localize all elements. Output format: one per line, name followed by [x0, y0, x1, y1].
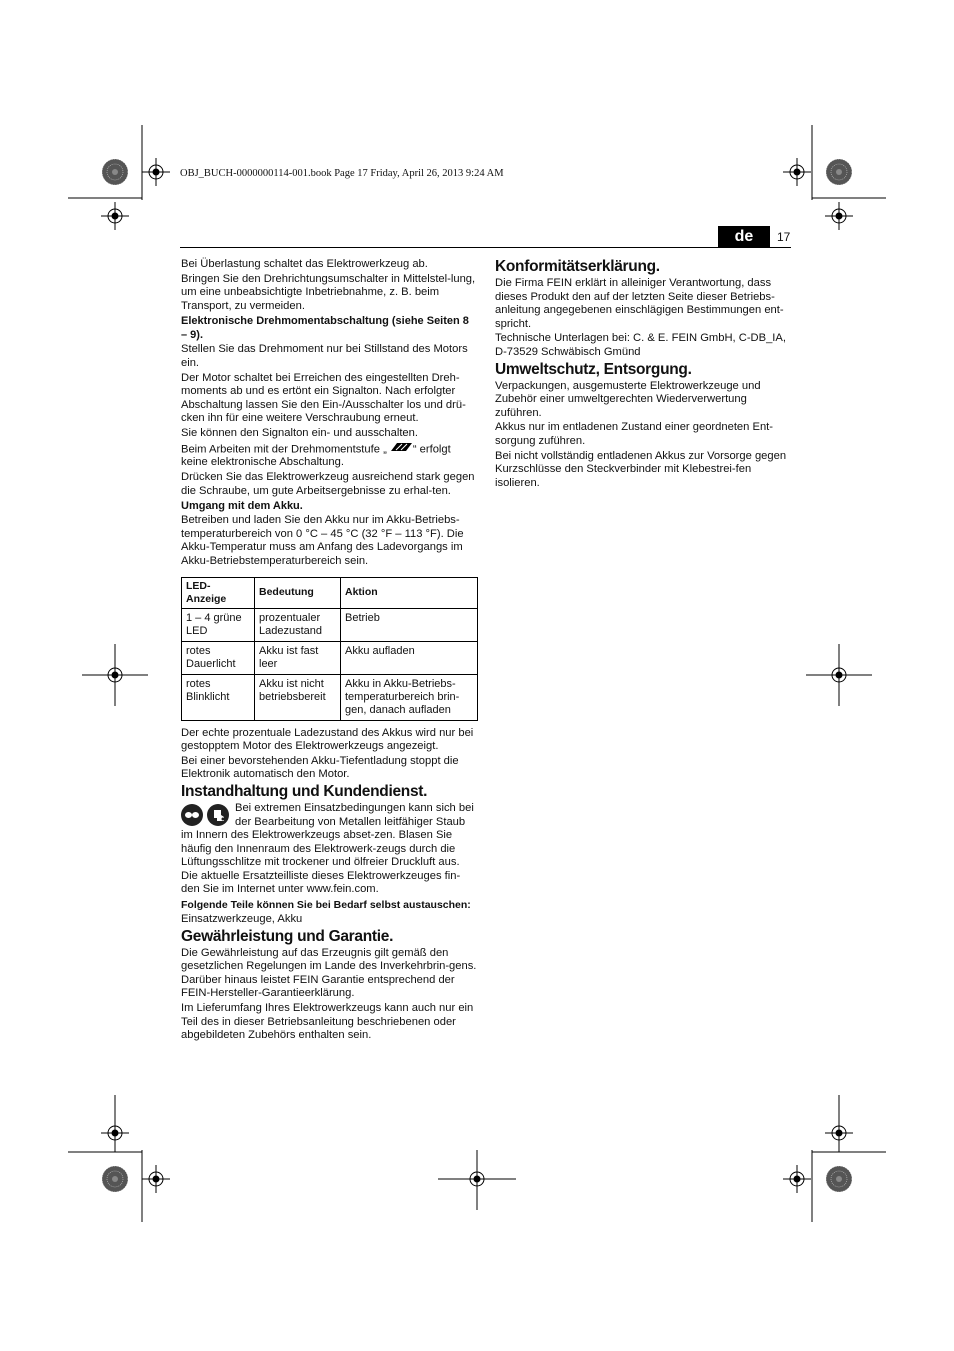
section-heading: Gewährleistung und Garantie. — [181, 927, 394, 945]
table-row — [182, 608, 478, 641]
paragraph: Drücken Sie das Elektrowerkzeug ausreichend stark gegen die Schraube, um gute Arbeitsergebnisse zu erhal-ten. — [181, 470, 475, 497]
section-heading: Konformitätserklärung. — [495, 258, 660, 275]
paragraph: Bei nicht vollständig entladenen Akkus zur Vorsorge gegen Kurzschlüsse den Steckverbinder mit Klebestrei-fen isolieren. — [495, 449, 787, 489]
subheading: Folgende Teile können Sie bei Bedarf selbst austauschen: — [181, 899, 471, 912]
paragraph: Bringen Sie den Drehrichtungsumschalter in Mittelstel-lung, um eine unbeabsichtigte Inbetriebnahme, z. B. beim Transport, zu vermeiden. — [181, 272, 476, 312]
table-cell: rotes Dauerlicht — [182, 641, 255, 674]
table-row — [182, 674, 478, 720]
paragraph: Bei extremen Einsatzbedingungen kann sich bei der Bearbeitung von Metallen leitfähiger Staub im Innern des Elektrowerkzeugs abset-zen. Blasen Sie häufig den Innenraum des Elektrowerk-zeugs durch die Lüftungsschlitze mit trockener und ölfreier Druckluft aus. — [181, 801, 474, 869]
table-cell: Akku ist fast leer — [255, 641, 341, 674]
page-number: 17 — [777, 230, 791, 244]
table-cell: Akku aufladen — [341, 641, 478, 674]
table-header: LED-Anzeige — [182, 577, 255, 608]
color-calibration-wheel-icon — [102, 1166, 128, 1192]
paragraph: Im Lieferumfang Ihres Elektrowerkzeugs kann auch nur ein Teil des in dieser Betriebsanleitung beschriebenen oder abgebildeten Zubehörs enthalten sein. — [181, 1002, 474, 1042]
paragraph: Verpackungen, ausgemusterte Elektrowerkzeuge und Zubehör einer umweltgerechten Wiederverwertung zuführen. — [495, 379, 761, 419]
paragraph: Einsatzwerkzeuge, Akku — [181, 913, 303, 926]
eye-protection-icon — [181, 804, 203, 826]
dust-mask-icon — [207, 804, 229, 826]
section-heading: Instandhaltung und Kundendienst. — [181, 782, 428, 800]
paragraph: Betreiben und laden Sie den Akku nur im Akku-Betriebs-temperaturbereich von 0 °C – 45 °C (32 °F – 113 °F). Die Akku-Temperatur muss am Anfang des Ladevorgangs im Akku-Betriebstemperaturbereich sein. — [181, 514, 464, 567]
paragraph — [181, 442, 478, 470]
table-cell: Akku in Akku-Betriebs-temperaturbereich brin-gen, danach aufladen — [341, 674, 478, 720]
led-table — [181, 577, 478, 721]
table-cell: prozentualer Ladezustand — [255, 608, 341, 641]
paragraph: Die aktuelle Ersatzteilliste dieses Elektrowerkzeuges fin-den Sie im Internet unter www.fein.com. — [181, 869, 461, 896]
registration-mark-icon — [783, 158, 811, 186]
table-header: Aktion — [341, 577, 478, 608]
table-row — [182, 641, 478, 674]
file-info-line: OBJ_BUCH-0000000114-001.book Page 17 Friday, April 26, 2013 9:24 AM — [180, 168, 504, 179]
subheading: Elektronische Drehmomentabschaltung (siehe Seiten 8 – 9). — [181, 315, 469, 342]
paragraph: Der Motor schaltet bei Erreichen des eingestellten Dreh-moments ab und es ertönt ein Signalton. Nach erfolgter Abschaltung lassen Sie den Ein-/Ausschalter los und drü-cken ihn für eine weitere Verschraubung erneut. — [181, 371, 466, 425]
table-cell: 1 – 4 grüne LED — [182, 608, 255, 641]
text: Beim Arbeiten mit der Drehmomentstufe „ — [181, 442, 387, 455]
table-cell: rotes Blinklicht — [182, 674, 255, 720]
registration-mark-icon — [825, 202, 853, 230]
paragraph: Sie können den Signalton ein- und ausschalten. — [181, 426, 418, 439]
safety-icons — [181, 804, 229, 826]
paragraph: Technische Unterlagen bei: C. & E. FEIN GmbH, C-DB_IA, D-73529 Schwäbisch Gmünd — [495, 332, 786, 358]
paragraph: Die Firma FEIN erklärt in alleiniger Verantwortung, dass dieses Produkt den auf der letzten Seite dieser Betriebs-anleitung angegebenen einschlägigen Bestimmungen ent-spricht. — [495, 277, 784, 330]
text: “ erfolgt keine elektronische Abschaltung. — [181, 442, 451, 469]
paragraph: Bei Überlastung schaltet das Elektrowerkzeug ab. — [181, 258, 428, 270]
subheading: Umgang mit dem Akku. — [181, 500, 303, 513]
table-cell: Akku ist nicht betriebsbereit — [255, 674, 341, 720]
left-column — [181, 258, 478, 1044]
registration-mark-icon — [101, 202, 129, 230]
color-calibration-wheel-icon — [102, 159, 128, 185]
language-tab: de — [718, 226, 770, 247]
table-header: Bedeutung — [255, 577, 341, 608]
paragraph: Der echte prozentuale Ladezustand des Akkus wird nur bei gestopptem Motor des Elektrowerkzeugs angezeigt. — [181, 726, 474, 753]
paragraph: Bei einer bevorstehenden Akku-Tiefentladung stoppt die Elektronik automatisch den Motor. — [181, 754, 459, 781]
color-calibration-wheel-icon — [826, 1166, 852, 1192]
registration-mark-icon — [783, 1165, 811, 1193]
paragraph: Akkus nur im entladenen Zustand einer geordneten Ent-sorgung zuführen. — [495, 421, 773, 447]
header-rule — [180, 247, 791, 248]
registration-mark-icon — [142, 158, 170, 186]
registration-mark-icon — [142, 1165, 170, 1193]
maintenance-note — [181, 802, 478, 870]
section-heading: Umweltschutz, Entsorgung. — [495, 360, 692, 378]
paragraph: Stellen Sie das Drehmoment nur bei Stillstand des Motors ein. — [181, 343, 468, 369]
torque-max-symbol-icon — [387, 442, 413, 457]
color-calibration-wheel-icon — [826, 159, 852, 185]
table-cell: Betrieb — [341, 608, 478, 641]
paragraph: Die Gewährleistung auf das Erzeugnis gilt gemäß den gesetzlichen Regelungen im Lande des Inverkehrbrin-gens. Darüber hinaus leistet FEIN Garantie entsprechend der FEIN-Hersteller-Garantieerklärung. — [181, 946, 477, 1000]
right-column — [495, 258, 791, 491]
